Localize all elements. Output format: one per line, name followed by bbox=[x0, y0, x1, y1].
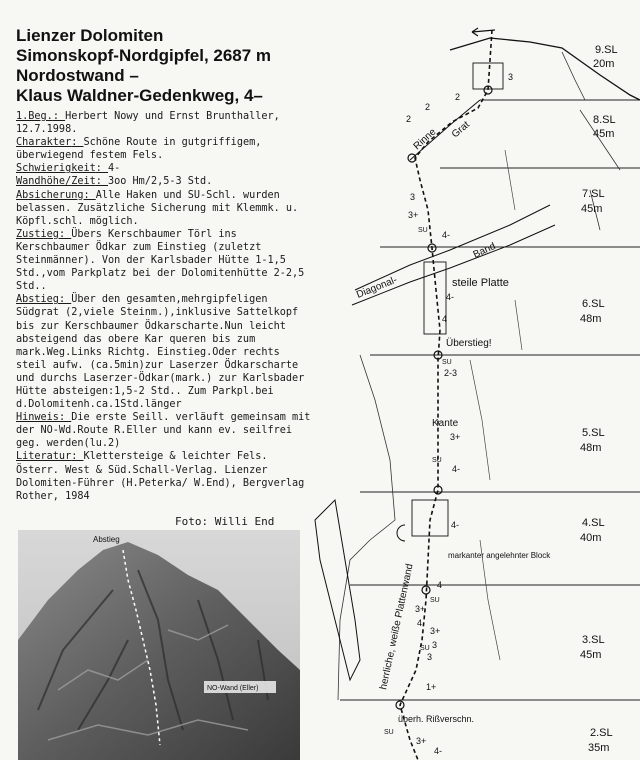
entry-label: Schwierigkeit : bbox=[16, 163, 108, 174]
rock-structure-lines bbox=[470, 150, 522, 660]
title-route: Klaus Waldner-Gedenkweg, 4– bbox=[16, 86, 263, 105]
belay-box-9 bbox=[473, 63, 503, 89]
entry-descent bbox=[16, 293, 316, 411]
grade-label: 3+ bbox=[408, 210, 419, 220]
pitch-9-label: 9.SL bbox=[595, 44, 618, 56]
pitch-8-length: 45m bbox=[593, 128, 615, 140]
entry-label: Hinweis : bbox=[16, 412, 71, 423]
su-mark: SU bbox=[420, 645, 430, 652]
grade-label: 2 bbox=[425, 102, 431, 112]
entry-label: 1.Beg. : bbox=[16, 111, 65, 122]
grade-label: 4- bbox=[434, 746, 443, 756]
title-peak: Simonskopf-Nordgipfel, 2687 m bbox=[16, 46, 272, 65]
entry-text: Klettersteige & leichter Fels. Österr. West & Süd.Schall-Verlag. Lienzer Dolomiten-Führer (H.Peterka/ W.End), Bergverlag Rother, 1984 bbox=[16, 451, 305, 502]
label-rissverschn: überh. Rißverschn. bbox=[398, 714, 475, 724]
route-description bbox=[16, 110, 316, 503]
su-mark: SU bbox=[430, 597, 440, 604]
entry-difficulty bbox=[16, 162, 316, 175]
entry-first-ascent bbox=[16, 110, 316, 136]
label-block: markanter angelehnter Block bbox=[448, 551, 551, 560]
photo-label-route: NO-Wand (Eller) bbox=[207, 685, 259, 692]
grade-label: 4- bbox=[442, 230, 451, 240]
route-topo bbox=[300, 0, 640, 760]
pitch-7-length: 45m bbox=[581, 203, 603, 215]
route-title bbox=[16, 26, 316, 106]
grade-label: 3 bbox=[410, 192, 416, 202]
mountain-photo bbox=[18, 530, 300, 760]
pitch-2-length: 35m bbox=[588, 742, 610, 754]
entry-literature bbox=[16, 450, 316, 502]
grade-label: 3+ bbox=[415, 604, 426, 614]
grade-label: 2 bbox=[406, 114, 412, 124]
su-mark: SU bbox=[384, 729, 394, 736]
entry-label: Zustieg : bbox=[16, 229, 71, 240]
entry-height-time bbox=[16, 175, 316, 188]
title-face: Nordostwand – bbox=[16, 66, 139, 85]
pitch-labels bbox=[580, 44, 618, 754]
label-band: Band bbox=[471, 240, 498, 261]
grade-label: 4 bbox=[437, 580, 443, 590]
su-mark: SU bbox=[418, 227, 428, 234]
entry-character bbox=[16, 136, 316, 162]
pitch-9-length: 20m bbox=[593, 58, 615, 70]
pitch-5-label: 5.SL bbox=[582, 427, 605, 439]
mountain-photo-drawing bbox=[18, 530, 300, 760]
pitch-3-label: 3.SL bbox=[582, 634, 605, 646]
grade-label: 4 bbox=[442, 314, 448, 324]
grade-label: 4- bbox=[452, 464, 461, 474]
entry-protection bbox=[16, 189, 316, 228]
grade-label: 2-3 bbox=[444, 368, 458, 378]
pitch-3-length: 45m bbox=[580, 649, 602, 661]
entry-text: Über den gesamten,mehrgipfeligen Südgrat (2,viele Steinm.),inklusive Sattelkopf bis zur Kerschbaumer Ödkarscharte.Nun leicht absteigend das obere Kar queren bis zum mark.Weg.Links Richtg. Einstieg.Oder rechts steil aufw. (ca.5min)zur Laserzer Ödkarscharte und durchs Laserzer-Ödkar(mark.) zur Karlsbader Hütte absteigen:1,5-2 Std.. Zum Parkpl.bei d.Dolomitenh.ca.1Std.länger bbox=[16, 294, 305, 411]
entry-label: Abstieg : bbox=[16, 294, 71, 305]
grade-label: 3+ bbox=[430, 626, 441, 636]
grade-label: 4 bbox=[417, 618, 423, 628]
entry-text: 3oo Hm/2,5-3 Std. bbox=[108, 176, 213, 188]
pitch-7-label: 7.SL bbox=[582, 188, 605, 200]
su-mark: SU bbox=[432, 457, 442, 464]
grade-label: 3 bbox=[508, 72, 514, 82]
grade-labels bbox=[406, 72, 513, 756]
grade-label: 3 bbox=[432, 640, 438, 650]
pillar-outline bbox=[315, 500, 360, 680]
pitch-4-length: 40m bbox=[580, 532, 602, 544]
title-region: Lienzer Dolomiten bbox=[16, 26, 164, 45]
su-mark: SU bbox=[442, 359, 452, 366]
grade-label: 4- bbox=[451, 520, 460, 530]
label-grat: Grat bbox=[449, 119, 472, 141]
roof-crescent bbox=[397, 525, 405, 541]
pitch-8-label: 8.SL bbox=[593, 114, 616, 126]
feature-labels bbox=[355, 119, 551, 724]
pitch-4-label: 4.SL bbox=[582, 517, 605, 529]
entry-label: Literatur : bbox=[16, 451, 83, 462]
entry-label: Charakter : bbox=[16, 137, 83, 148]
entry-approach bbox=[16, 228, 316, 293]
grade-label: 3 bbox=[427, 652, 433, 662]
entry-label: Absicherung : bbox=[16, 190, 96, 201]
pitch-2-label: 2.SL bbox=[590, 727, 613, 739]
label-plattenwand: herrliche, weiße Plattenwand bbox=[378, 562, 416, 691]
entry-text: Herbert Nowy und Ernst Brunthaller, 12.7.1998. bbox=[16, 111, 280, 136]
grade-label: 3+ bbox=[416, 736, 427, 746]
photo-label-descent: Abstieg bbox=[93, 535, 120, 544]
entry-text: 4- bbox=[108, 163, 121, 175]
photo-caption: Foto: Willi End bbox=[175, 515, 275, 528]
grade-label: 1+ bbox=[426, 682, 437, 692]
entry-label: Wandhöhe/Zeit : bbox=[16, 176, 108, 187]
ridge-rib bbox=[410, 100, 480, 160]
label-diagonal: Diagonal- bbox=[355, 274, 399, 301]
grade-label: 2 bbox=[455, 92, 461, 102]
entry-text: Übers Kerschbaumer Törl ins Kerschbaumer Ödkar zum Einstieg (zuletzt Steinmänner). Von der Karlsbader Hütte 1-1,5 Std.,vom Parkplatz bei der Dolomitenhütte 2-2,5 Std.. bbox=[16, 228, 305, 293]
grade-label: 4- bbox=[446, 292, 455, 302]
entry-text: Schöne Route in gutgriffigem, überwiegend festem Fels. bbox=[16, 137, 262, 162]
grade-label: 3+ bbox=[450, 432, 461, 442]
pitch-6-label: 6.SL bbox=[582, 298, 605, 310]
route-line bbox=[400, 30, 492, 760]
label-steile-platte: steile Platte bbox=[452, 277, 509, 289]
label-rinne: Rinne bbox=[411, 126, 439, 153]
entry-text: Die erste Seill. verläuft gemeinsam mit der NO-Wd.Route R.Eller und kann ev. seilfrei geg. werden(lu.2) bbox=[16, 412, 311, 450]
entry-text: Alle Haken und SU-Schl. wurden belassen. Zusätzliche Sicherung mit Klemmk. u. Köpfl.schl. möglich. bbox=[16, 189, 299, 227]
pitch-5-length: 48m bbox=[580, 442, 602, 454]
label-uberstieg: Überstieg! bbox=[446, 338, 492, 349]
pitch-6-length: 48m bbox=[580, 313, 602, 325]
entry-note bbox=[16, 411, 316, 450]
label-kante: Kante bbox=[432, 418, 459, 429]
